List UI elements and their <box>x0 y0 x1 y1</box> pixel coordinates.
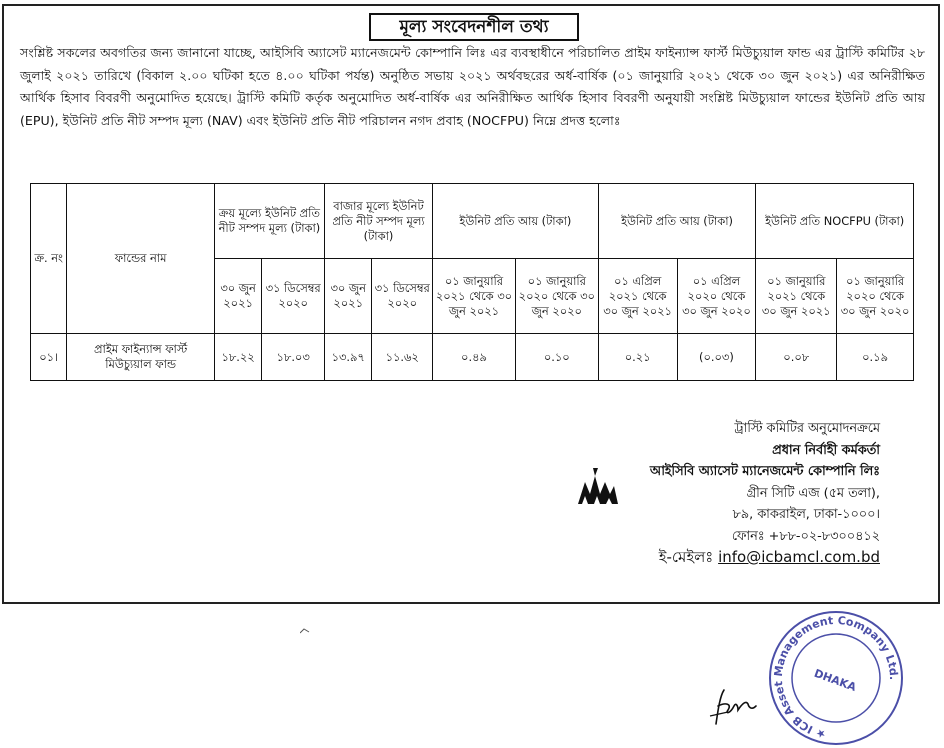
nav-market-header: বাজার মূল্যে ইউনিট প্রতি নীট সম্পদ মূল্য (টাকা) <box>324 184 432 259</box>
seal-center-text: DHAKA <box>812 666 858 694</box>
value-cell: ০.৪৯ <box>433 334 516 381</box>
handwritten-signature-icon <box>706 680 766 728</box>
value-cell: ০.১৯ <box>837 334 914 381</box>
period-subheader: ৩১ ডিসেম্বর ২০২০ <box>262 259 325 334</box>
table-header-row <box>31 184 914 259</box>
notice-title: মূল্য সংবেদনশীল তথ্য <box>369 13 579 41</box>
period-subheader: ০১ জানুয়ারি ২০২১ থেকে ৩০ জুন ২০২১ <box>433 259 516 334</box>
signature-block <box>620 418 880 569</box>
nocfpu-header: ইউনিট প্রতি NOCFPU (টাকা) <box>756 184 914 259</box>
period-subheader: ০১ জানুয়ারি ২০২০ থেকে ৩০ জুন ২০২০ <box>515 259 598 334</box>
period-subheader: ০১ জানুয়ারি ২০২০ থেকে ৩০ জুন ২০২০ <box>837 259 914 334</box>
value-cell: ১৩.৯৭ <box>324 334 371 381</box>
seal-ring-text: ★ ICB Asset Management Company Ltd. <box>771 613 901 742</box>
epu-quarter-header: ইউনিট প্রতি আয় (টাকা) <box>598 184 756 259</box>
company-seal-icon <box>766 608 906 748</box>
fund-name-header: ফান্ডের নাম <box>67 184 215 334</box>
period-subheader: ৩০ জুন ২০২১ <box>214 259 261 334</box>
notice-body: সংশ্লিষ্ট সকলের অবগতির জন্য জানানো যাচ্ছে, আইসিবি অ্যাসেট ম্যানেজমেন্ট কোম্পানি লিঃ এর ব্যবস্থাধীনে পরিচালিত প্রাইম ফাইন্যান্স ফার্স্ট মিউচ্যুয়াল ফান্ড এর ট্রাস্টি কমিটির ২৮ জুলাই ২০২১ তারিখে (বিকাল ২.০০ ঘটিকা হতে ৪.০০ ঘটিকা পর্যন্ত) অনুষ্ঠিত সভায় ২০২১ অর্থবছরের অর্ধ-বার্ষিক (০১ জানুয়ারি ২০২১ থেকে ৩০ জুন ২০২১) এর অনিরীক্ষিত আর্থিক হিসাব বিবরণী অনুমোদিত হয়েছে। ট্রাস্টি কমিটি কর্তৃক অনুমোদিত অর্ধ-বার্ষিক এর অনিরীক্ষিত আর্থিক হিসাব বিবরণী অনুযায়ী সংশ্লিষ্ট মিউচ্যুয়াল ফান্ডের ইউনিট প্রতি আয় (EPU), ইউনিট প্রতি নীট সম্পদ মূল্য (NAV) এবং ইউনিট প্রতি নীট পরিচালন নগদ প্রবাহ (NOCFPU) নিম্নে প্রদত্ত হলোঃ <box>20 45 925 128</box>
value-cell: ১৮.০৩ <box>262 334 325 381</box>
email-link[interactable]: info@icbamcl.com.bd <box>718 548 880 566</box>
designation-line: প্রধান নির্বাহী কর্মকর্তা <box>772 442 880 458</box>
value-cell: ০.০৮ <box>756 334 837 381</box>
icb-logo-icon <box>578 468 618 504</box>
fund-data-table <box>30 183 914 381</box>
fund-name-cell: প্রাইম ফাইন্যান্স ফার্স্ট মিউচ্যুয়াল ফান্ড <box>67 334 215 381</box>
period-subheader: ০১ জানুয়ারি ২০২১ থেকে ৩০ জুন ২০২১ <box>756 259 837 334</box>
company-name-line: আইসিবি অ্যাসেট ম্যানেজমেন্ট কোম্পানি লিঃ <box>649 464 880 479</box>
period-subheader: ৩১ ডিসেম্বর ২০২০ <box>372 259 433 334</box>
email-label: ই-মেইলঃ <box>658 548 714 566</box>
value-cell: ১১.৬২ <box>372 334 433 381</box>
serial-header: ক্র. নং <box>31 184 67 334</box>
epu-half-year-header: ইউনিট প্রতি আয় (টাকা) <box>433 184 599 259</box>
scan-mark-icon <box>300 628 310 634</box>
value-cell: (০.০৩) <box>677 334 756 381</box>
address-line: গ্রীন সিটি এজ (৫ম তলা), <box>746 485 880 501</box>
value-cell: ০.২১ <box>598 334 677 381</box>
period-subheader: ০১ এপ্রিল ২০২১ থেকে ৩০ জুন ২০২১ <box>598 259 677 334</box>
address-line: ৮৯, কাকরাইল, ঢাকা-১০০০। <box>732 507 880 522</box>
serial-cell: ০১। <box>31 334 67 381</box>
value-cell: ১৮.২২ <box>214 334 261 381</box>
period-subheader: ০১ এপ্রিল ২০২০ থেকে ৩০ জুন ২০২০ <box>677 259 756 334</box>
email-line <box>620 547 880 569</box>
table-row <box>31 334 914 381</box>
nav-cost-header: ক্রয় মূল্যে ইউনিট প্রতি নীট সম্পদ মূল্য (টাকা) <box>214 184 324 259</box>
approval-line: ট্রাস্টি কমিটির অনুমোদনক্রমে <box>734 421 880 436</box>
value-cell: ০.১০ <box>515 334 598 381</box>
phone-line: ফোনঃ +৮৮-০২-৮৩০০৪১২ <box>731 528 880 544</box>
period-subheader: ৩০ জুন ২০২১ <box>324 259 371 334</box>
